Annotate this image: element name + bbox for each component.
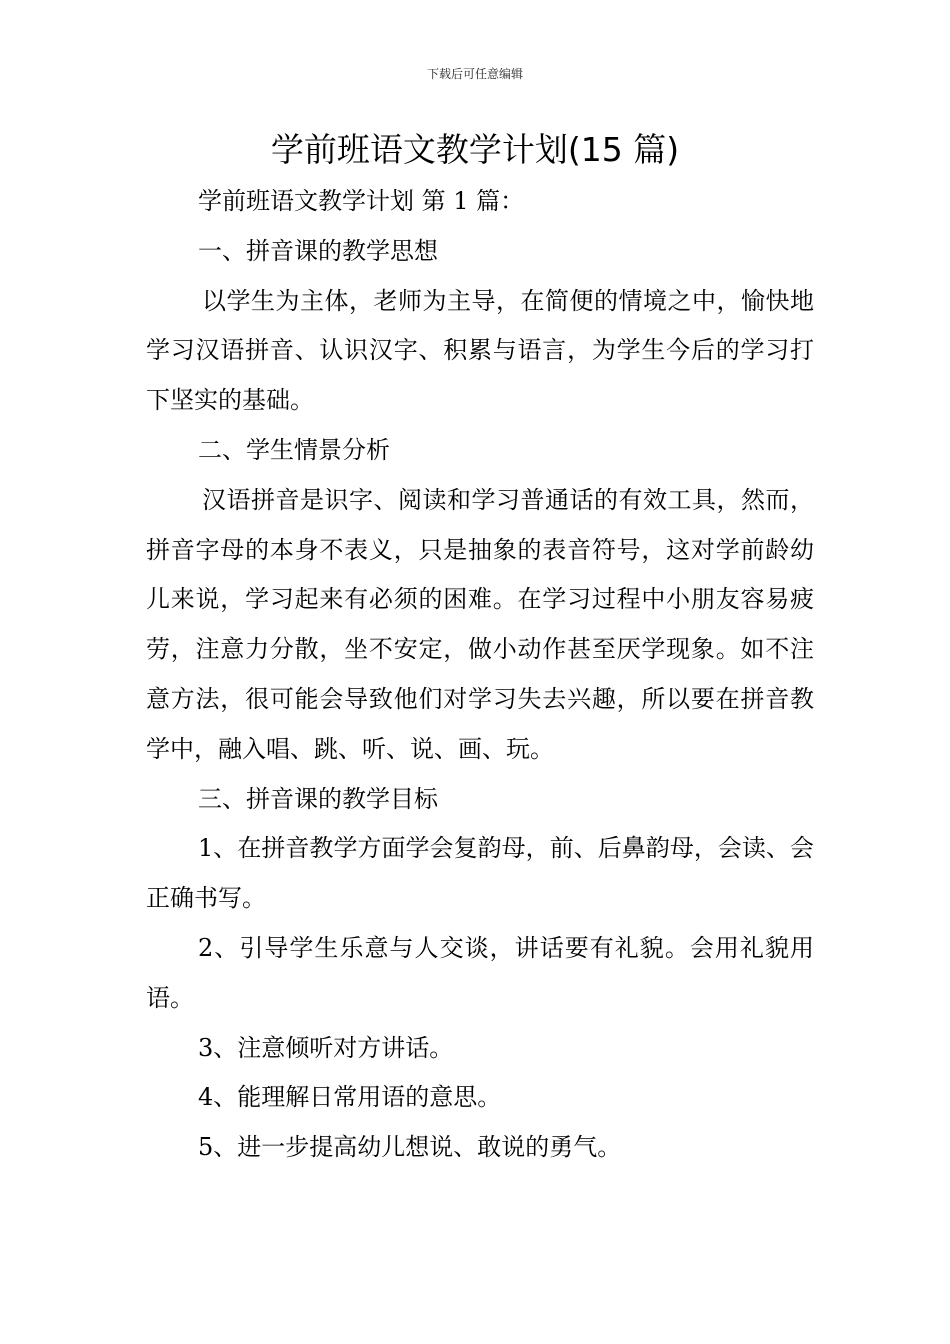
document-title: 学前班语文教学计划(15 篇) (270, 130, 680, 169)
goal-item-2: 2、引导学生乐意与人交谈，讲话要有礼貌。会用礼貌用语。 (146, 933, 814, 1012)
section-2-heading: 二、学生情景分析 (198, 435, 390, 464)
section-1-paragraph: 以学生为主体，老师为主导，在简便的情境之中，愉快地学习汉语拼音、认识汉字、积累与语言，为学生今后的学习打下坚实的基础。 (146, 286, 814, 415)
section-2-paragraph: 汉语拼音是识字、阅读和学习普通话的有效工具，然而，拼音字母的本身不表义，只是抽象的表音符号，这对学前龄幼儿来说，学习起来有必须的困难。在学习过程中小朋友容易疲劳，注意力分散，坐不安定，做小动作甚至厌学现象。如不注意方法，很可能会导致他们对学习失去兴趣，所以要在拼音教学中，融入唱、跳、听、说、画、玩。 (146, 485, 814, 763)
goal-item-3: 3、注意倾听对方讲话。 (198, 1033, 454, 1062)
document-body (146, 177, 814, 1173)
section-1-heading: 一、拼音课的教学思想 (198, 236, 438, 265)
header-note: 下载后可任意编辑 (426, 67, 523, 81)
goal-item-5: 5、进一步提高幼儿想说、敢说的勇气。 (198, 1133, 622, 1162)
goal-item-4: 4、能理解日常用语的意思。 (198, 1083, 502, 1112)
section-3-heading: 三、拼音课的教学目标 (198, 784, 438, 813)
document-subtitle: 学前班语文教学计划 第 1 篇： (198, 187, 525, 215)
goal-item-1: 1、在拼音教学方面学会复韵母，前、后鼻韵母，会读、会正确书写。 (146, 834, 814, 913)
